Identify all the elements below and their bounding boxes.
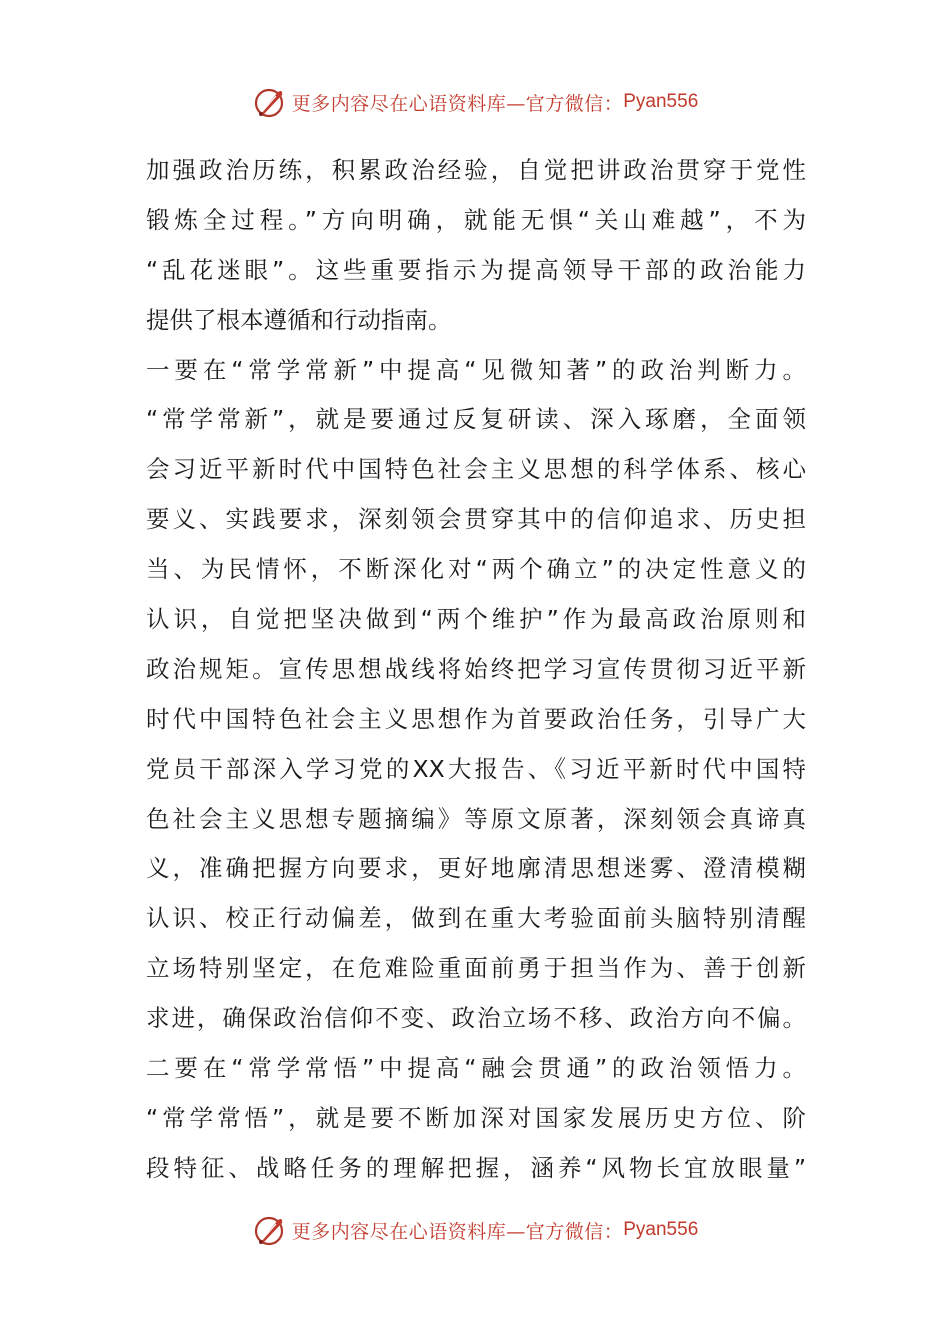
header-banner-wechat-id: Pyan556 <box>623 91 699 112</box>
body-line: 求进，确保政治信仰不变、政治立场不移、政治方向不偏。 <box>146 1004 806 1033</box>
body-line: 政治规矩。宣传思想战线将始终把学习宣传贯彻习近平新 <box>146 654 806 683</box>
quill-logo-icon <box>252 1212 288 1248</box>
body-line: 党员干部深入学习党的XX大报告、《习近平新时代中国特 <box>146 754 806 783</box>
section-heading-line: 一要在“常学常新”中提高“见微知著”的政治判断力。 <box>146 355 806 384</box>
body-line: 义，准确把握方向要求，更好地廓清思想迷雾、澄清模糊 <box>146 854 806 883</box>
body-line: 锻炼全过程。”方向明确，就能无惧“关山难越”，不为 <box>146 205 806 234</box>
body-line: 加强政治历练，积累政治经验，自觉把讲政治贯穿于党性 <box>146 156 806 184</box>
body-line: 会习近平新时代中国特色社会主义思想的科学体系、核心 <box>146 455 806 484</box>
quill-logo-icon <box>252 84 288 120</box>
body-line: 当、为民情怀，不断深化对“两个确立”的决定性意义的 <box>146 555 806 584</box>
footer-banner-wechat-id: Pyan556 <box>623 1219 699 1240</box>
body-line: “常学常悟”，就是要不断加深对国家发展历史方位、阶 <box>146 1103 806 1132</box>
body-line: 时代中国特色社会主义思想作为首要政治任务，引导广大 <box>146 704 806 733</box>
body-line: 色社会主义思想专题摘编》等原文原著，深刻领会真谛真 <box>146 804 806 833</box>
body-line: 提供了根本遵循和行动指南。 <box>146 305 452 334</box>
header-banner <box>0 82 950 122</box>
document-body <box>146 146 806 1194</box>
body-line: “常学常新”，就是要通过反复研读、深入琢磨，全面领 <box>146 405 806 434</box>
body-line: 认识，自觉把坚决做到“两个维护”作为最高政治原则和 <box>146 605 806 634</box>
body-line: 认识、校正行动偏差，做到在重大考验面前头脑特别清醒 <box>146 904 806 933</box>
header-banner-text: 更多内容尽在心语资料库—官方微信： <box>291 92 624 115</box>
section-heading-line: 二要在“常学常悟”中提高“融会贯通”的政治领悟力。 <box>146 1054 806 1083</box>
body-line: 要义、实践要求，深刻领会贯穿其中的信仰追求、历史担 <box>146 505 806 534</box>
body-line: 段特征、战略任务的理解把握，涵养“风物长宜放眼量” <box>146 1153 806 1182</box>
body-line: “乱花迷眼”。这些重要指示为提高领导干部的政治能力 <box>146 255 806 284</box>
footer-banner-text: 更多内容尽在心语资料库—官方微信： <box>291 1220 624 1243</box>
body-line: 立场特别坚定，在危难险重面前勇于担当作为、善于创新 <box>146 954 806 983</box>
footer-banner <box>0 1210 950 1250</box>
